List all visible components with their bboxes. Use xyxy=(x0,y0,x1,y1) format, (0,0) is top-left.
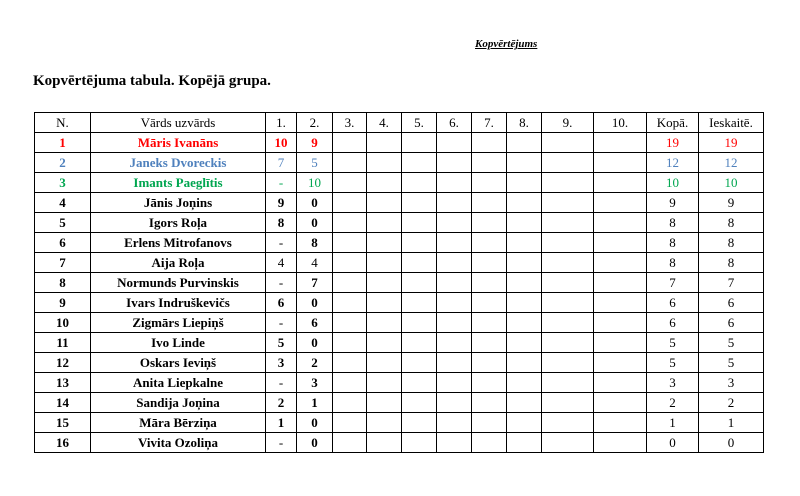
name-cell: Jānis Joņins xyxy=(91,193,266,213)
round-4-cell xyxy=(367,333,402,353)
round-9-cell xyxy=(542,393,594,413)
round-4-cell xyxy=(367,393,402,413)
credit-cell: 2 xyxy=(699,393,764,413)
round-10-cell xyxy=(594,273,647,293)
round-5-cell xyxy=(402,333,437,353)
header-row xyxy=(35,113,764,133)
round-10-cell xyxy=(594,253,647,273)
round-2-cell: 0 xyxy=(297,293,333,313)
round-2-cell: 7 xyxy=(297,273,333,293)
credit-cell: 3 xyxy=(699,373,764,393)
table-row xyxy=(35,193,764,213)
round-5-cell xyxy=(402,433,437,453)
round-9-cell xyxy=(542,333,594,353)
round-4-cell xyxy=(367,193,402,213)
round-5-cell xyxy=(402,393,437,413)
table-row xyxy=(35,393,764,413)
round-6-cell xyxy=(437,273,472,293)
total-cell: 10 xyxy=(647,173,699,193)
round-2-cell: 5 xyxy=(297,153,333,173)
round-6-cell xyxy=(437,333,472,353)
round-9-cell xyxy=(542,233,594,253)
total-cell: 8 xyxy=(647,233,699,253)
round-1-cell: 9 xyxy=(266,193,297,213)
round-7-cell xyxy=(472,133,507,153)
column-header: Vārds uzvārds xyxy=(91,113,266,133)
round-1-cell: - xyxy=(266,173,297,193)
round-3-cell xyxy=(333,153,367,173)
credit-cell: 9 xyxy=(699,193,764,213)
total-cell: 6 xyxy=(647,313,699,333)
credit-cell: 0 xyxy=(699,433,764,453)
round-7-cell xyxy=(472,273,507,293)
round-4-cell xyxy=(367,273,402,293)
table-row xyxy=(35,373,764,393)
column-header: 5. xyxy=(402,113,437,133)
credit-cell: 1 xyxy=(699,413,764,433)
table-row xyxy=(35,173,764,193)
name-cell: Vivita Ozoliņa xyxy=(91,433,266,453)
credit-cell: 5 xyxy=(699,353,764,373)
round-3-cell xyxy=(333,393,367,413)
round-5-cell xyxy=(402,133,437,153)
table-row xyxy=(35,233,764,253)
round-10-cell xyxy=(594,373,647,393)
round-8-cell xyxy=(507,173,542,193)
round-9-cell xyxy=(542,153,594,173)
table-row xyxy=(35,353,764,373)
round-4-cell xyxy=(367,233,402,253)
credit-cell: 8 xyxy=(699,253,764,273)
round-2-cell: 3 xyxy=(297,373,333,393)
round-5-cell xyxy=(402,373,437,393)
round-8-cell xyxy=(507,133,542,153)
round-3-cell xyxy=(333,353,367,373)
round-3-cell xyxy=(333,433,367,453)
credit-cell: 8 xyxy=(699,233,764,253)
total-cell: 12 xyxy=(647,153,699,173)
round-8-cell xyxy=(507,253,542,273)
round-3-cell xyxy=(333,413,367,433)
name-cell: Oskars Ieviņš xyxy=(91,353,266,373)
round-4-cell xyxy=(367,133,402,153)
round-6-cell xyxy=(437,433,472,453)
table-row xyxy=(35,273,764,293)
round-6-cell xyxy=(437,313,472,333)
total-cell: 7 xyxy=(647,273,699,293)
round-1-cell: - xyxy=(266,373,297,393)
round-5-cell xyxy=(402,153,437,173)
round-7-cell xyxy=(472,173,507,193)
round-1-cell: 4 xyxy=(266,253,297,273)
rank-cell: 4 xyxy=(35,193,91,213)
round-9-cell xyxy=(542,353,594,373)
round-7-cell xyxy=(472,193,507,213)
column-header: 3. xyxy=(333,113,367,133)
round-3-cell xyxy=(333,273,367,293)
round-1-cell: 6 xyxy=(266,293,297,313)
round-4-cell xyxy=(367,173,402,193)
round-4-cell xyxy=(367,413,402,433)
round-9-cell xyxy=(542,133,594,153)
round-10-cell xyxy=(594,353,647,373)
round-8-cell xyxy=(507,353,542,373)
round-2-cell: 6 xyxy=(297,313,333,333)
round-6-cell xyxy=(437,133,472,153)
round-4-cell xyxy=(367,213,402,233)
name-cell: Aija Roļa xyxy=(91,253,266,273)
round-1-cell: 3 xyxy=(266,353,297,373)
column-header: Ieskaitē. xyxy=(699,113,764,133)
name-cell: Māra Bērziņa xyxy=(91,413,266,433)
round-8-cell xyxy=(507,313,542,333)
column-header: 9. xyxy=(542,113,594,133)
round-8-cell xyxy=(507,433,542,453)
rank-cell: 6 xyxy=(35,233,91,253)
round-5-cell xyxy=(402,313,437,333)
rank-cell: 1 xyxy=(35,133,91,153)
rank-cell: 8 xyxy=(35,273,91,293)
column-header: 7. xyxy=(472,113,507,133)
round-7-cell xyxy=(472,393,507,413)
round-3-cell xyxy=(333,133,367,153)
round-10-cell xyxy=(594,293,647,313)
round-9-cell xyxy=(542,413,594,433)
table-row xyxy=(35,153,764,173)
round-4-cell xyxy=(367,293,402,313)
round-1-cell: 10 xyxy=(266,133,297,153)
round-8-cell xyxy=(507,413,542,433)
round-1-cell: - xyxy=(266,233,297,253)
round-10-cell xyxy=(594,133,647,153)
name-cell: Zigmārs Liepiņš xyxy=(91,313,266,333)
rank-cell: 11 xyxy=(35,333,91,353)
name-cell: Igors Roļa xyxy=(91,213,266,233)
round-7-cell xyxy=(472,253,507,273)
credit-cell: 7 xyxy=(699,273,764,293)
column-header: 6. xyxy=(437,113,472,133)
rank-cell: 5 xyxy=(35,213,91,233)
round-4-cell xyxy=(367,433,402,453)
round-5-cell xyxy=(402,193,437,213)
table-row xyxy=(35,333,764,353)
round-6-cell xyxy=(437,413,472,433)
round-2-cell: 0 xyxy=(297,213,333,233)
column-header: 2. xyxy=(297,113,333,133)
column-header: 4. xyxy=(367,113,402,133)
table-row xyxy=(35,213,764,233)
round-3-cell xyxy=(333,313,367,333)
round-4-cell xyxy=(367,353,402,373)
total-cell: 2 xyxy=(647,393,699,413)
round-10-cell xyxy=(594,313,647,333)
round-6-cell xyxy=(437,393,472,413)
round-6-cell xyxy=(437,233,472,253)
round-3-cell xyxy=(333,253,367,273)
rank-cell: 9 xyxy=(35,293,91,313)
round-2-cell: 0 xyxy=(297,433,333,453)
round-5-cell xyxy=(402,293,437,313)
round-1-cell: 1 xyxy=(266,413,297,433)
round-10-cell xyxy=(594,413,647,433)
name-cell: Imants Paeglītis xyxy=(91,173,266,193)
rank-cell: 13 xyxy=(35,373,91,393)
round-8-cell xyxy=(507,273,542,293)
rank-cell: 14 xyxy=(35,393,91,413)
round-2-cell: 9 xyxy=(297,133,333,153)
round-3-cell xyxy=(333,333,367,353)
round-7-cell xyxy=(472,353,507,373)
round-8-cell xyxy=(507,233,542,253)
round-6-cell xyxy=(437,373,472,393)
table-caption: Kopvērtējuma tabula. Kopējā grupa. xyxy=(33,73,271,89)
round-8-cell xyxy=(507,213,542,233)
name-cell: Ivo Linde xyxy=(91,333,266,353)
total-cell: 9 xyxy=(647,193,699,213)
round-2-cell: 2 xyxy=(297,353,333,373)
round-3-cell xyxy=(333,233,367,253)
round-5-cell xyxy=(402,213,437,233)
round-7-cell xyxy=(472,293,507,313)
name-cell: Janeks Dvoreckis xyxy=(91,153,266,173)
total-cell: 6 xyxy=(647,293,699,313)
round-7-cell xyxy=(472,153,507,173)
round-8-cell xyxy=(507,373,542,393)
round-1-cell: 5 xyxy=(266,333,297,353)
total-cell: 0 xyxy=(647,433,699,453)
round-1-cell: 8 xyxy=(266,213,297,233)
credit-cell: 10 xyxy=(699,173,764,193)
round-5-cell xyxy=(402,273,437,293)
round-8-cell xyxy=(507,333,542,353)
name-cell: Normunds Purvinskis xyxy=(91,273,266,293)
document-title: Kopvērtējums xyxy=(475,38,538,50)
round-9-cell xyxy=(542,313,594,333)
name-cell: Erlens Mitrofanovs xyxy=(91,233,266,253)
total-cell: 5 xyxy=(647,353,699,373)
total-cell: 19 xyxy=(647,133,699,153)
credit-cell: 19 xyxy=(699,133,764,153)
round-7-cell xyxy=(472,313,507,333)
round-10-cell xyxy=(594,213,647,233)
round-2-cell: 0 xyxy=(297,413,333,433)
table-row xyxy=(35,253,764,273)
name-cell: Ivars Indruškevičs xyxy=(91,293,266,313)
round-6-cell xyxy=(437,353,472,373)
round-2-cell: 1 xyxy=(297,393,333,413)
round-10-cell xyxy=(594,393,647,413)
round-7-cell xyxy=(472,433,507,453)
round-5-cell xyxy=(402,353,437,373)
round-3-cell xyxy=(333,373,367,393)
round-6-cell xyxy=(437,253,472,273)
rank-cell: 10 xyxy=(35,313,91,333)
round-9-cell xyxy=(542,213,594,233)
round-8-cell xyxy=(507,153,542,173)
round-5-cell xyxy=(402,233,437,253)
round-3-cell xyxy=(333,293,367,313)
table-row xyxy=(35,293,764,313)
column-header: 10. xyxy=(594,113,647,133)
round-2-cell: 0 xyxy=(297,193,333,213)
round-2-cell: 0 xyxy=(297,333,333,353)
credit-cell: 8 xyxy=(699,213,764,233)
round-10-cell xyxy=(594,333,647,353)
table-row xyxy=(35,133,764,153)
round-7-cell xyxy=(472,413,507,433)
total-cell: 8 xyxy=(647,253,699,273)
round-6-cell xyxy=(437,213,472,233)
round-7-cell xyxy=(472,213,507,233)
rank-cell: 3 xyxy=(35,173,91,193)
rank-cell: 2 xyxy=(35,153,91,173)
rank-cell: 7 xyxy=(35,253,91,273)
round-5-cell xyxy=(402,413,437,433)
round-5-cell xyxy=(402,253,437,273)
round-1-cell: - xyxy=(266,433,297,453)
round-4-cell xyxy=(367,253,402,273)
round-7-cell xyxy=(472,233,507,253)
round-5-cell xyxy=(402,173,437,193)
round-10-cell xyxy=(594,433,647,453)
round-2-cell: 4 xyxy=(297,253,333,273)
round-6-cell xyxy=(437,153,472,173)
round-10-cell xyxy=(594,173,647,193)
results-table xyxy=(34,112,764,453)
round-9-cell xyxy=(542,173,594,193)
credit-cell: 6 xyxy=(699,293,764,313)
credit-cell: 5 xyxy=(699,333,764,353)
round-7-cell xyxy=(472,373,507,393)
total-cell: 3 xyxy=(647,373,699,393)
rank-cell: 16 xyxy=(35,433,91,453)
round-9-cell xyxy=(542,293,594,313)
total-cell: 1 xyxy=(647,413,699,433)
column-header: 8. xyxy=(507,113,542,133)
name-cell: Anita Liepkalne xyxy=(91,373,266,393)
rank-cell: 12 xyxy=(35,353,91,373)
round-10-cell xyxy=(594,233,647,253)
round-1-cell: 2 xyxy=(266,393,297,413)
round-9-cell xyxy=(542,433,594,453)
credit-cell: 6 xyxy=(699,313,764,333)
name-cell: Māris Ivanāns xyxy=(91,133,266,153)
round-4-cell xyxy=(367,313,402,333)
round-3-cell xyxy=(333,173,367,193)
table-row xyxy=(35,433,764,453)
table-row xyxy=(35,413,764,433)
name-cell: Sandija Joņina xyxy=(91,393,266,413)
column-header: 1. xyxy=(266,113,297,133)
round-3-cell xyxy=(333,193,367,213)
round-1-cell: - xyxy=(266,273,297,293)
round-6-cell xyxy=(437,193,472,213)
rank-cell: 15 xyxy=(35,413,91,433)
round-2-cell: 10 xyxy=(297,173,333,193)
round-10-cell xyxy=(594,153,647,173)
round-1-cell: 7 xyxy=(266,153,297,173)
column-header: Kopā. xyxy=(647,113,699,133)
column-header: N. xyxy=(35,113,91,133)
total-cell: 8 xyxy=(647,213,699,233)
credit-cell: 12 xyxy=(699,153,764,173)
round-4-cell xyxy=(367,153,402,173)
round-9-cell xyxy=(542,193,594,213)
round-1-cell: - xyxy=(266,313,297,333)
round-9-cell xyxy=(542,373,594,393)
round-6-cell xyxy=(437,173,472,193)
table-body xyxy=(35,133,764,453)
total-cell: 5 xyxy=(647,333,699,353)
table-row xyxy=(35,313,764,333)
round-8-cell xyxy=(507,293,542,313)
round-4-cell xyxy=(367,373,402,393)
round-7-cell xyxy=(472,333,507,353)
round-6-cell xyxy=(437,293,472,313)
round-2-cell: 8 xyxy=(297,233,333,253)
round-10-cell xyxy=(594,193,647,213)
round-8-cell xyxy=(507,393,542,413)
round-8-cell xyxy=(507,193,542,213)
round-9-cell xyxy=(542,273,594,293)
round-9-cell xyxy=(542,253,594,273)
round-3-cell xyxy=(333,213,367,233)
